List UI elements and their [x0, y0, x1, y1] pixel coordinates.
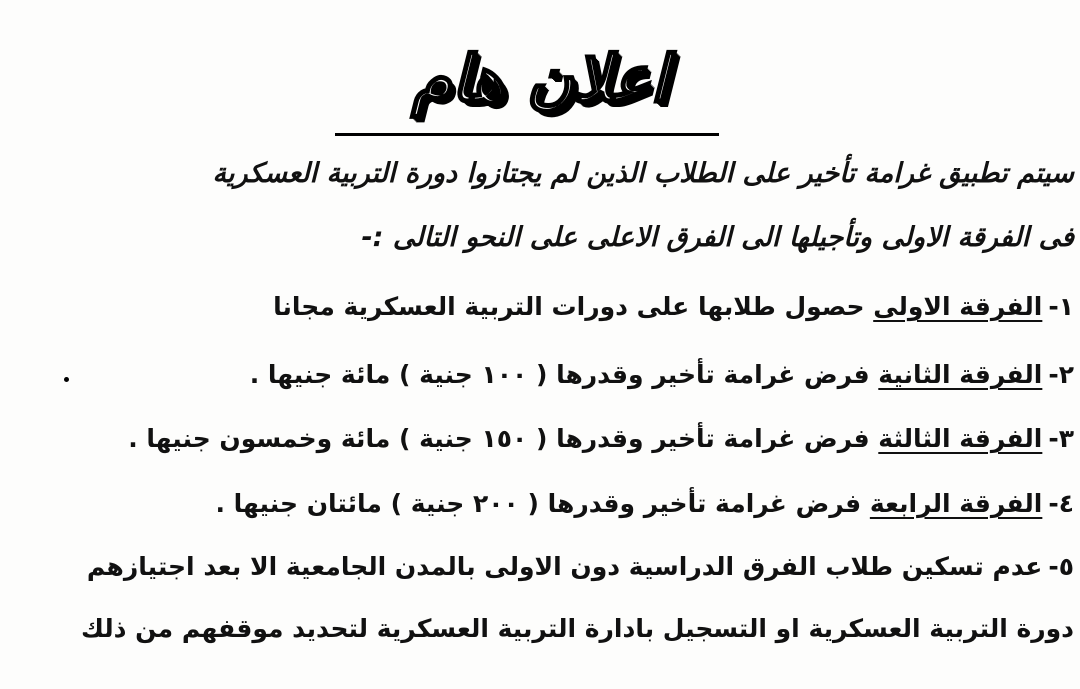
item-text: فرض غرامة تأخير وقدرها ( ١٥٠ جنية ) مائة وخمسون جنيها .: [128, 424, 879, 453]
list-item-5: [87, 552, 1074, 581]
item-number: ٥-: [1048, 552, 1074, 581]
item-label: الفرقة الاولى: [873, 292, 1043, 321]
item-label: الفرقة الثالثة: [878, 424, 1043, 453]
item-text: عدم تسكين طلاب الفرق الدراسية دون الاولى بالمدن الجامعية الا بعد اجتيازهم: [86, 552, 1043, 581]
title-container: [0, 40, 1080, 120]
list-item-5-continuation: دورة التربية العسكرية او التسجيل بادارة التربية العسكرية لتحديد موقفهم من ذلك: [80, 614, 1074, 643]
intro-line-2: فى الفرقة الاولى وتأجيلها الى الفرق الاعلى على النحو التالى :-: [361, 222, 1074, 253]
item-label: الفرقة الرابعة: [869, 489, 1043, 518]
intro-line-1: سيتم تطبيق غرامة تأخير على الطلاب الذين لم يجتازوا دورة التربية العسكرية: [212, 158, 1074, 189]
item-text: فرض غرامة تأخير وقدرها ( ١٠٠ جنية ) مائة جنيها .: [249, 360, 879, 389]
list-item-1: [273, 292, 1074, 321]
item-number: ٢-: [1048, 360, 1074, 389]
item-number: ٤-: [1048, 489, 1074, 518]
stray-dot: [64, 377, 69, 382]
list-item-3: [128, 424, 1074, 453]
item-label: الفرقة الثانية: [878, 360, 1043, 389]
list-item-2: [250, 360, 1074, 389]
list-item-4: [215, 489, 1074, 518]
item-text: فرض غرامة تأخير وقدرها ( ٢٠٠ جنية ) مائتان جنيها .: [215, 489, 870, 518]
item-number: ١-: [1048, 292, 1074, 321]
announcement-title: اعلان هام: [411, 43, 669, 117]
item-text: حصول طلابها على دورات التربية العسكرية مجانا: [273, 292, 874, 321]
item-number: ٣-: [1048, 424, 1074, 453]
title-underline: [335, 133, 719, 136]
